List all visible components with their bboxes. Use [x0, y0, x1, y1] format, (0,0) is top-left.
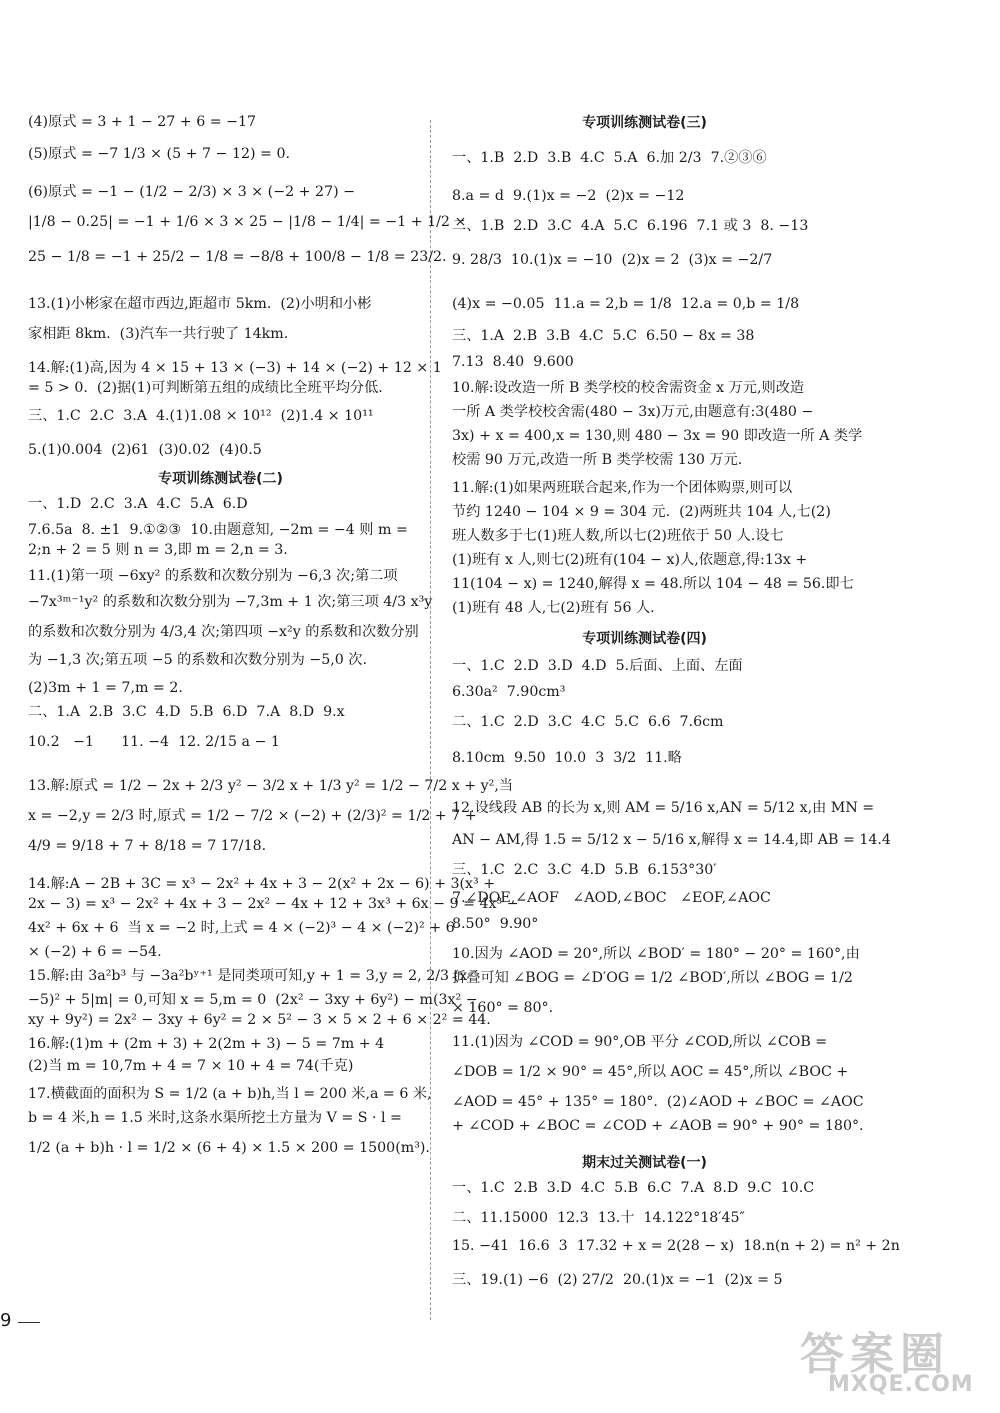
answer-line: 2x − 3) = x³ − 2x² + 4x + 3 − 2x² − 4x + 12 + 3x³ + 6x − 9 = 4x³ − — [28, 896, 519, 912]
answer-line: 10.解:设改造一所 B 类学校的校舍需资金 x 万元,则改造 — [452, 380, 805, 396]
answer-line: 为 −1,3 次;第五项 −5 的系数和次数分别为 −5,0 次. — [28, 652, 367, 668]
answer-line: 7.13 8.40 9.600 — [452, 354, 574, 370]
section-title: 专项训练测试卷(三) — [582, 115, 707, 131]
watermark-en: MXQE.COM — [828, 1372, 974, 1397]
answer-line: 节约 1240 − 104 × 9 = 304 元. (2)两班共 104 人,七(2) — [452, 504, 831, 520]
answer-line: 12.设线段 AB 的长为 x,则 AM = 5/16 x,AN = 5/12 x,由 MN = — [452, 800, 875, 816]
section-title: 专项训练测试卷(二) — [158, 471, 283, 487]
answer-line: 三、1.C 2.C 3.A 4.(1)1.08 × 10¹² (2)1.4 × 10¹¹ — [28, 408, 374, 424]
answer-line: 11.(1)第一项 −6xy² 的系数和次数分别为 −6,3 次;第二项 — [28, 568, 398, 584]
answer-line: 4/9 = 9/18 + 7 + 8/18 = 7 17/18. — [28, 838, 267, 854]
answer-line: 15. −41 16.6 3 17.32 + x = 2(28 − x) 18.n(n + 2) = n² + 2n — [452, 1238, 900, 1254]
answer-line: 三、1.A 2.B 3.B 4.C 5.C 6.50 − 8x = 38 — [452, 328, 755, 344]
page-number-rule — [18, 1322, 40, 1323]
answer-line: 9. 28/3 10.(1)x = −10 (2)x = 2 (3)x = −2/7 — [452, 252, 773, 268]
answer-line: 一、1.D 2.C 3.A 4.C 5.A 6.D — [28, 496, 248, 512]
answer-line: 4x² + 6x + 6 当 x = −2 时,上式 = 4 × (−2)³ − 4 × (−2)² + 6 — [28, 920, 455, 936]
answer-line: × (−2) + 6 = −54. — [28, 944, 162, 960]
answer-line: xy + 9y²) = 2x² − 3xy + 6y² = 2 × 5² − 3 × 5 × 2 + 6 × 2² = 44. — [28, 1012, 491, 1028]
page-number: 9 — [0, 1310, 12, 1331]
answer-line: 折叠可知 ∠BOG = ∠D′OG = 1/2 ∠BOD′,所以 ∠BOG = 1/2 — [452, 970, 853, 986]
answer-line: 的系数和次数分别为 4/3,4 次;第四项 −x²y 的系数和次数分别 — [28, 624, 419, 640]
answer-line: 7.6.5a 8. ±1 9.①②③ 10.由题意知, −2m = −4 则 m = — [28, 522, 408, 538]
answer-line: × 160° = 80°. — [452, 1000, 554, 1016]
answer-line: 校需 90 万元,改造一所 B 类学校需 130 万元. — [452, 452, 743, 468]
answer-line: 13.(1)小彬家在超市西边,距超市 5km. (2)小明和小彬 — [28, 296, 372, 312]
answer-line: 三、1.C 2.C 3.C 4.D 5.B 6.153°30′ — [452, 862, 717, 878]
answer-line: 13.解:原式 = 1/2 − 2x + 2/3 y² − 3/2 x + 1/3 y² = 1/2 − 7/2 x + y²,当 — [28, 778, 514, 794]
answer-line: 7.∠DOE,∠AOF ∠AOD,∠BOC ∠EOF,∠AOC — [452, 890, 771, 906]
answer-line: 家相距 8km. (3)汽车一共行驶了 14km. — [28, 326, 289, 342]
answer-line: 一、1.C 2.D 3.D 4.D 5.后面、上面、左面 — [452, 658, 743, 674]
answer-line: ∠AOD = 45° + 135° = 180°. (2)∠AOD + ∠BOC = ∠AOC — [452, 1094, 864, 1110]
answer-line: 1/2 (a + b)h · l = 1/2 × (6 + 4) × 1.5 × 200 = 1500(m³). — [28, 1140, 430, 1156]
answer-line: 17.横截面的面积为 S = 1/2 (a + b)h,当 l = 200 米,a = 6 米, — [28, 1086, 432, 1102]
answer-line: AN − AM,得 1.5 = 5/12 x − 5/16 x,解得 x = 14.4,即 AB = 14.4 — [452, 832, 891, 848]
answer-line: 2;n + 2 = 5 则 n = 3,即 m = 2,n = 3. — [28, 542, 288, 558]
answer-line: 8.50° 9.90° — [452, 916, 539, 932]
answer-line: 14.解:(1)高,因为 4 × 15 + 13 × (−3) + 14 × (−2) + 12 × 1 — [28, 360, 442, 376]
answer-line: (6)原式 = −1 − (1/2 − 2/3) × 3 × (−2 + 27) − — [28, 184, 356, 200]
watermark-cn: 答案圈 — [800, 1329, 950, 1380]
answer-line: (4)原式 = 3 + 1 − 27 + 6 = −17 — [28, 114, 257, 130]
section-title: 期末过关测试卷(一) — [582, 1155, 707, 1171]
answer-line: x = −2,y = 2/3 时,原式 = 1/2 − 7/2 × (−2) + (2/3)² = 1/2 + 7 + — [28, 808, 477, 824]
answer-line: 班人数多于七(1)班人数,所以七(2)班依于 50 人.设七 — [452, 528, 784, 544]
answer-line: ∠DOB = 1/2 × 90° = 45°,所以 AOC = 45°,所以 ∠BOC + — [452, 1064, 849, 1080]
answer-line: 二、11.15000 12.3 13.十 14.122°18′45″ — [452, 1210, 745, 1226]
watermark-logo — [800, 1318, 990, 1404]
answer-line: 14.解:A − 2B + 3C = x³ − 2x² + 4x + 3 − 2(x² + 2x − 6) + 3(x³ + — [28, 876, 496, 892]
answer-line: = 5 > 0. (2)据(1)可判断第五组的成绩比全班平均分低. — [28, 380, 383, 396]
answer-line: 6.30a² 7.90cm³ — [452, 684, 566, 700]
answer-line: + ∠COD + ∠BOC = ∠COD + ∠AOB = 90° + 90° = 180°. — [452, 1118, 864, 1134]
column-divider — [430, 120, 431, 1320]
answer-line: −7x³ᵐ⁻¹y² 的系数和次数分别为 −7,3m + 1 次;第三项 4/3 x³y — [28, 594, 433, 610]
answer-line: 一、1.B 2.D 3.B 4.C 5.A 6.加 2/3 7.②③⑥ — [452, 150, 767, 166]
answer-line: |1/8 − 0.25| = −1 + 1/6 × 3 × 25 − |1/8 − 1/4| = −1 + 1/2 × — [28, 214, 467, 230]
answer-line: 11.解:(1)如果两班联合起来,作为一个团体购票,则可以 — [452, 480, 793, 496]
answer-line: b = 4 米,h = 1.5 米时,这条水渠所挖土方量为 V = S · l = — [28, 1110, 402, 1126]
answer-line: 三、19.(1) −6 (2) 27/2 20.(1)x = −1 (2)x = 5 — [452, 1272, 783, 1288]
answer-line: 10.因为 ∠AOD = 20°,所以 ∠BOD′ = 180° − 20° = 160°,由 — [452, 946, 860, 962]
answer-line: 8.10cm 9.50 10.0 3 3/2 11.略 — [452, 750, 682, 766]
answer-line: (2)3m + 1 = 7,m = 2. — [28, 680, 183, 696]
answer-line: 5.(1)0.004 (2)61 (3)0.02 (4)0.5 — [28, 442, 262, 458]
answer-line: 二、1.B 2.D 3.C 4.A 5.C 6.196 7.1 或 3 8. −13 — [452, 218, 809, 234]
answer-line: 16.解:(1)m + (2m + 3) + 2(2m + 3) − 5 = 7m + 4 — [28, 1036, 385, 1052]
answer-line: 15.解:由 3a²b³ 与 −3a²bʸ⁺¹ 是同类项可知,y + 1 = 3,y = 2, 2/3 (x — [28, 968, 468, 984]
answer-line: (4)x = −0.05 11.a = 2,b = 1/8 12.a = 0,b = 1/8 — [452, 296, 800, 312]
answer-line: 二、1.A 2.B 3.C 4.D 5.B 6.D 7.A 8.D 9.x — [28, 704, 345, 720]
answer-line: (5)原式 = −7 1/3 × (5 + 7 − 12) = 0. — [28, 146, 290, 162]
answer-line: 11(104 − x) = 1240,解得 x = 48.所以 104 − 48 = 56.即七 — [452, 576, 854, 592]
answer-line: 一、1.C 2.B 3.D 4.C 5.B 6.C 7.A 8.D 9.C 10.C — [452, 1180, 815, 1196]
answer-line: 一所 A 类学校校舍需(480 − 3x)万元,由题意有:3(480 − — [452, 404, 814, 420]
answer-line: (2)当 m = 10,7m + 4 = 7 × 10 + 4 = 74(千克) — [28, 1058, 354, 1074]
answer-line: (1)班有 x 人,则七(2)班有(104 − x)人,依题意,得:13x + — [452, 552, 808, 568]
answer-line: 3x) + x = 400,x = 130,则 480 − 3x = 90 即改造一所 A 类学 — [452, 428, 863, 444]
answer-line: −5)² + 5|m| = 0,可知 x = 5,m = 0 (2x² − 3xy + 6y²) − m(3x² − — [28, 992, 478, 1008]
answer-line: 11.(1)因为 ∠COD = 90°,OB 平分 ∠COD,所以 ∠COB = — [452, 1034, 828, 1050]
answer-line: 8.a = d 9.(1)x = −2 (2)x = −12 — [452, 188, 685, 204]
answer-line: (1)班有 48 人,七(2)班有 56 人. — [452, 600, 655, 616]
answer-line: 25 − 1/8 = −1 + 25/2 − 1/8 = −8/8 + 100/8 − 1/8 = 23/2. — [28, 249, 447, 265]
answer-line: 10.2 −1 11. −4 12. 2/15 a − 1 — [28, 734, 280, 750]
section-title: 专项训练测试卷(四) — [582, 631, 707, 647]
answer-line: 二、1.C 2.D 3.C 4.C 5.C 6.6 7.6cm — [452, 714, 724, 730]
